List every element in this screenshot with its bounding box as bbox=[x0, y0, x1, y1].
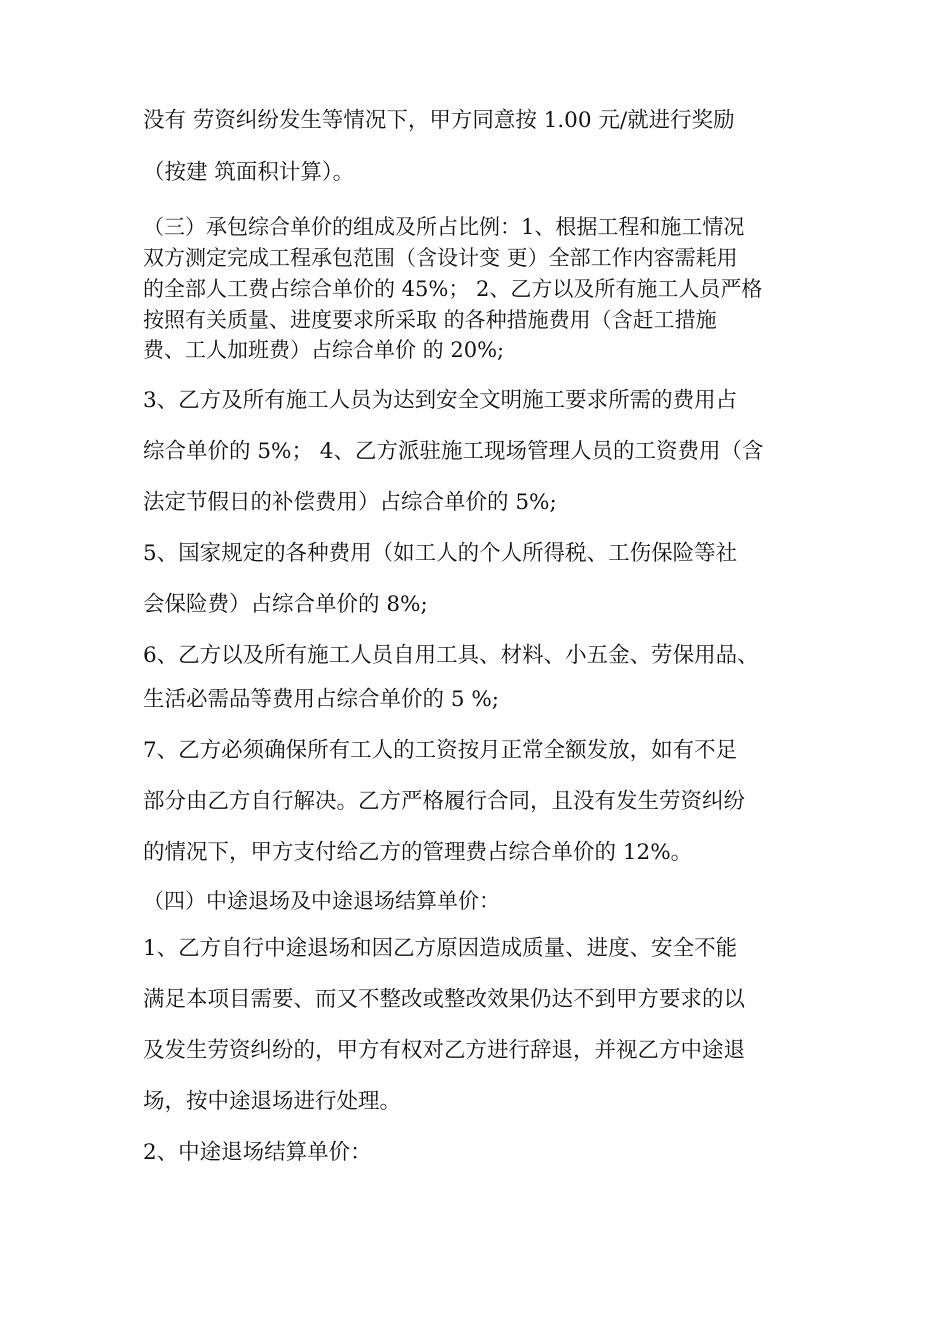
text-line: 综合单价的 5%； 4、乙方派驻施工现场管理人员的工资费用（含 bbox=[143, 439, 764, 464]
text-line: 满足本项目需要、而又不整改或整改效果仍达不到甲方要求的以 bbox=[143, 987, 746, 1012]
text-line: 双方测定完成工程承包范围（含设计变 更）全部工作内容需耗用 bbox=[143, 246, 738, 270]
text-line: 1、乙方自行中途退场和因乙方原因造成质量、进度、安全不能 bbox=[143, 936, 738, 961]
text-line: 会保险费）占综合单价的 8%; bbox=[143, 592, 428, 617]
text-line: （三）承包综合单价的组成及所占比例：1、根据工程和施工情况 bbox=[143, 215, 745, 239]
text-line: 费、工人加班费）占综合单价 的 20%; bbox=[143, 338, 505, 362]
text-line: 按照有关质量、进度要求所采取 的各种措施费用（含赶工措施 bbox=[143, 308, 717, 332]
text-line: 2、中途退场结算单价： bbox=[143, 1140, 372, 1165]
text-line: （按建 筑面积计算）。 bbox=[143, 160, 355, 185]
text-line: 6、乙方以及所有施工人员自用工具、材料、小五金、劳保用品、 bbox=[143, 643, 759, 668]
text-line: 没有 劳资纠纷发生等情况下，甲方同意按 1.00 元/就进行奖励 bbox=[143, 108, 735, 133]
text-line: 及发生劳资纠纷的，甲方有权对乙方进行辞退，并视乙方中途退 bbox=[143, 1038, 746, 1063]
text-line: （四）中途退场及中途退场结算单价： bbox=[143, 889, 500, 913]
text-line: 5、国家规定的各种费用（如工人的个人所得税、工伤保险等社 bbox=[143, 541, 738, 566]
text-line: 法定节假日的补偿费用）占综合单价的 5%; bbox=[143, 490, 557, 515]
text-line: 生活必需品等费用占综合单价的 5 %; bbox=[143, 687, 500, 712]
text-line: 的情况下，甲方支付给乙方的管理费占综合单价的 12%。 bbox=[143, 840, 693, 865]
text-line: 的全部人工费占综合单价的 45%； 2、乙方以及所有施工人员严格 bbox=[143, 277, 763, 301]
text-line: 7、乙方必须确保所有工人的工资按月正常全额发放，如有不足 bbox=[143, 738, 738, 763]
text-line: 部分由乙方自行解决。乙方严格履行合同，且没有发生劳资纠纷 bbox=[143, 789, 746, 814]
text-line: 场，按中途退场进行处理。 bbox=[143, 1089, 402, 1114]
text-line: 3、乙方及所有施工人员为达到安全文明施工要求所需的费用占 bbox=[143, 388, 738, 413]
